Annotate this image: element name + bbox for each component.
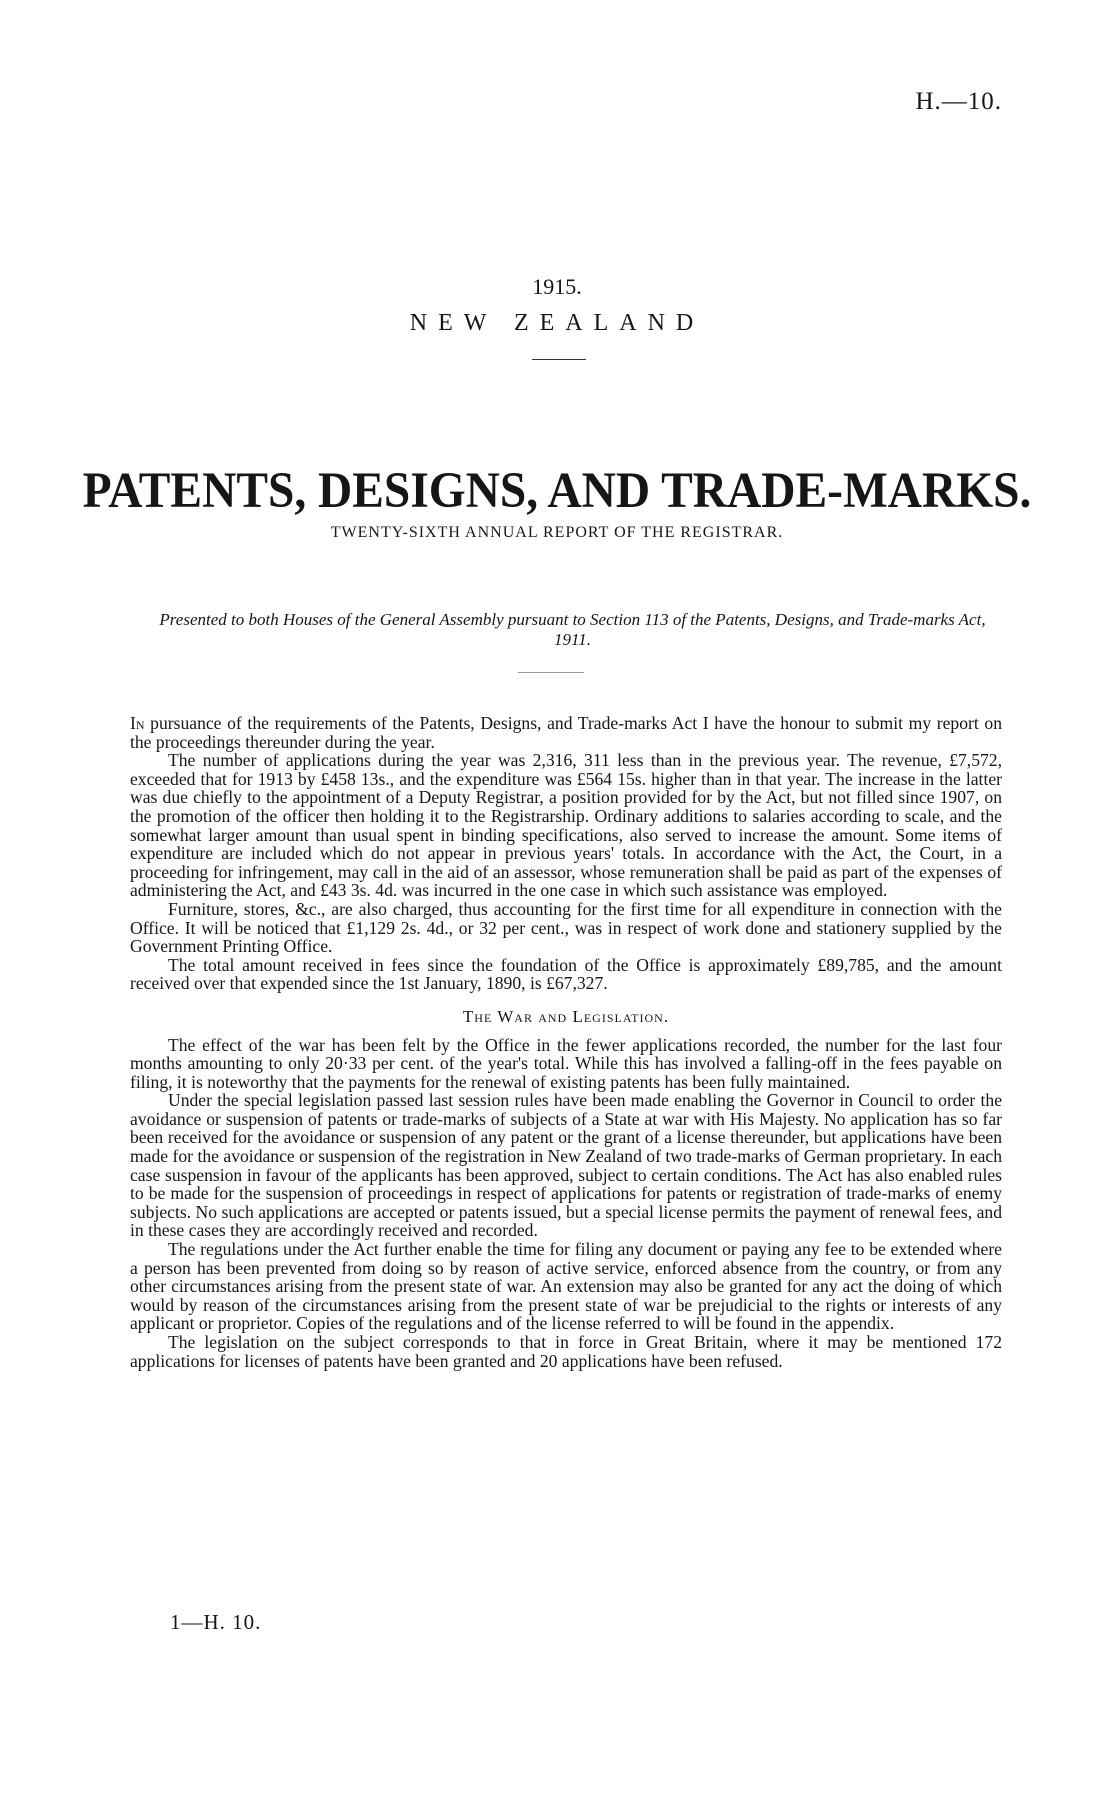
paragraph-text: pursuance of the requirements of the Patents, Designs, and Trade-marks Act I have the honour to submit my report on the proceedings thereunder during the year.	[130, 713, 1002, 752]
page-reference: H.—10.	[915, 88, 1002, 115]
report-body	[130, 714, 1002, 1370]
paragraph-lead: In	[130, 713, 145, 733]
divider-rule	[518, 672, 584, 673]
presentation-note: Presented to both Houses of the General Assembly pursuant to Section 113 of the Patents, Designs, and Trade-marks Act, 1911.	[159, 610, 986, 649]
section-heading: The War and Legislation.	[462, 1006, 670, 1026]
paragraph: The total amount received in fees since the foundation of the Office is approximately £89,785, and the amount received over that expended since the 1st January, 1890, is £67,327.	[130, 954, 1002, 994]
country-heading: NEW ZEALAND	[409, 310, 705, 336]
paragraph: The effect of the war has been felt by the Office in the fewer applications recorded, the number for the last four months amounting to only 20·33 per cent. of the year's total. While this has involved a falling-off in the fees payable on filing, it is noteworthy that the payments for the renewal of existing patents has been fully maintained.	[130, 1034, 1002, 1092]
paragraph: Furniture, stores, &c., are also charged, thus accounting for the first time for all expenditure in connection with the Office. It will be noticed that £1,129 2s. 4d., or 32 per cent., was in respect of work done and stationery supplied by the Government Printing Office.	[130, 898, 1002, 957]
paragraph: The regulations under the Act further enable the time for filing any document or paying any fee to be extended where a person has been prevented from doing so by reason of active service, enforced absence from the country, or from any other circumstances arising from the present state of war. An extension may also be granted for any act the doing of which would by reason of the circumstances arising from the present state of war be prejudicial to the rights or interests of any applicant or proprietor. Copies of the regulations and of the license referred to will be found in the appendix.	[130, 1239, 1002, 1334]
footer-reference: 1—H. 10.	[170, 1610, 262, 1634]
paragraph: Under the special legislation passed last session rules have been made enabling the Governor in Council to order the avoidance or suspension of patents or trade-marks of subjects of a State at war with His Majesty. No application has so far been received for the avoidance or suspension of any patent or the grant of a license thereunder, but applications have been made for the avoidance or suspension of the registration in New Zealand of two trade-marks of German proprietary. In each case suspension in favour of the applicants has been approved, subject to certain conditions. The Act has also enabled rules to be made for the suspension of proceedings in respect of applications for patents or registration of trade-marks of enemy subjects. No such applications are accepted or patents issued, but a special license permits the payment of renewal fees, and in these cases they are accordingly received and recorded.	[130, 1090, 1002, 1241]
paragraph	[130, 714, 1002, 751]
report-year: 1915.	[532, 274, 582, 299]
divider-rule	[532, 359, 586, 360]
document-subtitle: TWENTY-SIXTH ANNUAL REPORT OF THE REGISTRAR.	[330, 524, 784, 541]
paragraph: The legislation on the subject corresponds to that in force in Great Britain, where it may be mentioned 172 applications for licenses of patents have been granted and 20 applications have been refused.	[130, 1332, 1002, 1371]
document-title: PATENTS, DESIGNS, AND TRADE-MARKS.	[82, 463, 1032, 519]
paragraph: The number of applications during the year was 2,316, 311 less than in the previous year. The revenue, £7,572, exceeded that for 1913 by £458 13s., and the expenditure was £564 15s. higher than in that year. The increase in the latter was due chiefly to the appointment of a Deputy Registrar, a position provided for by the Act, but not filled since 1907, on the promotion of the officer then holding it to the Registrarship. Ordinary additions to salaries according to scale, and the somewhat larger amount than usual spent in binding specifications, also served to increase the amount. Some items of expenditure are included which do not appear in previous years' totals. In accordance with the Act, the Court, in a proceeding for infringement, may call in the aid of an assessor, whose remuneration shall be paid as part of the expenses of administering the Act, and £43 3s. 4d. was incurred in the one case in which such assistance was employed.	[130, 750, 1002, 901]
